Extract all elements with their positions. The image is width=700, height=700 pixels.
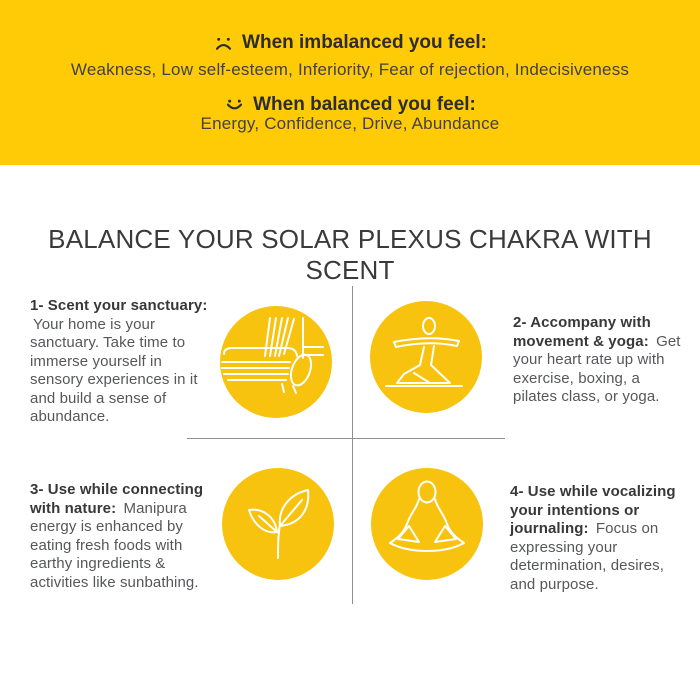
sofa-curtains-icon bbox=[220, 306, 332, 418]
quadrant-2-body: Get your heart rate up with exercise, boxing, a pilates class, or yoga. bbox=[513, 332, 681, 405]
quadrant-2-circle bbox=[370, 301, 482, 413]
leaves-icon bbox=[222, 468, 334, 580]
meditation-lotus-icon bbox=[371, 468, 483, 580]
quadrant-3-body: Manipura energy is enhanced by eating fresh foods with earthy ingredients & activities like sunbathing. bbox=[30, 499, 199, 591]
imbalanced-heading-row bbox=[0, 32, 700, 54]
quadrant-4-heading: 4- Use while vocalizing your intentions or journaling: bbox=[510, 483, 676, 537]
balanced-heading-row bbox=[0, 94, 700, 116]
header-band bbox=[0, 0, 700, 165]
quadrant-4-circle bbox=[371, 468, 483, 580]
quadrant-1-circle bbox=[220, 306, 332, 418]
smiley-face-icon bbox=[224, 95, 245, 116]
quadrant-4-text bbox=[510, 483, 692, 594]
quadrant-4-body: Focus on expressing your determination, desires, and purpose. bbox=[510, 520, 665, 593]
quadrant-1-body: Your home is your sanctuary. Take time to immerse yourself in sensory experiences in it and build a sense of abundance. bbox=[30, 315, 198, 425]
vertical-divider bbox=[352, 286, 353, 604]
quadrant-1-text bbox=[30, 297, 212, 427]
quadrant-2-heading: 2- Accompany with movement & yoga: bbox=[513, 314, 651, 350]
imbalanced-title: When imbalanced you feel: bbox=[242, 32, 487, 53]
balanced-title: When balanced you feel: bbox=[253, 94, 476, 115]
yoga-warrior-pose-icon bbox=[370, 301, 482, 413]
quadrant-3-text bbox=[30, 481, 220, 592]
quadrant-1-heading: 1- Scent your sanctuary: bbox=[30, 297, 208, 314]
quadrant-3-heading: 3- Use while connecting with nature: bbox=[30, 481, 204, 517]
balanced-feelings-list: Energy, Confidence, Drive, Abundance bbox=[200, 114, 500, 133]
imbalanced-feelings-list: Weakness, Low self-esteem, Inferiority, Fear of rejection, Indecisiveness bbox=[70, 60, 630, 79]
horizontal-divider bbox=[187, 438, 505, 439]
sad-face-icon bbox=[213, 33, 234, 54]
quadrant-2-text bbox=[513, 314, 685, 407]
quadrant-3-circle bbox=[222, 468, 334, 580]
page-title: BALANCE YOUR SOLAR PLEXUS CHAKRA WITH SCENT bbox=[48, 224, 652, 285]
